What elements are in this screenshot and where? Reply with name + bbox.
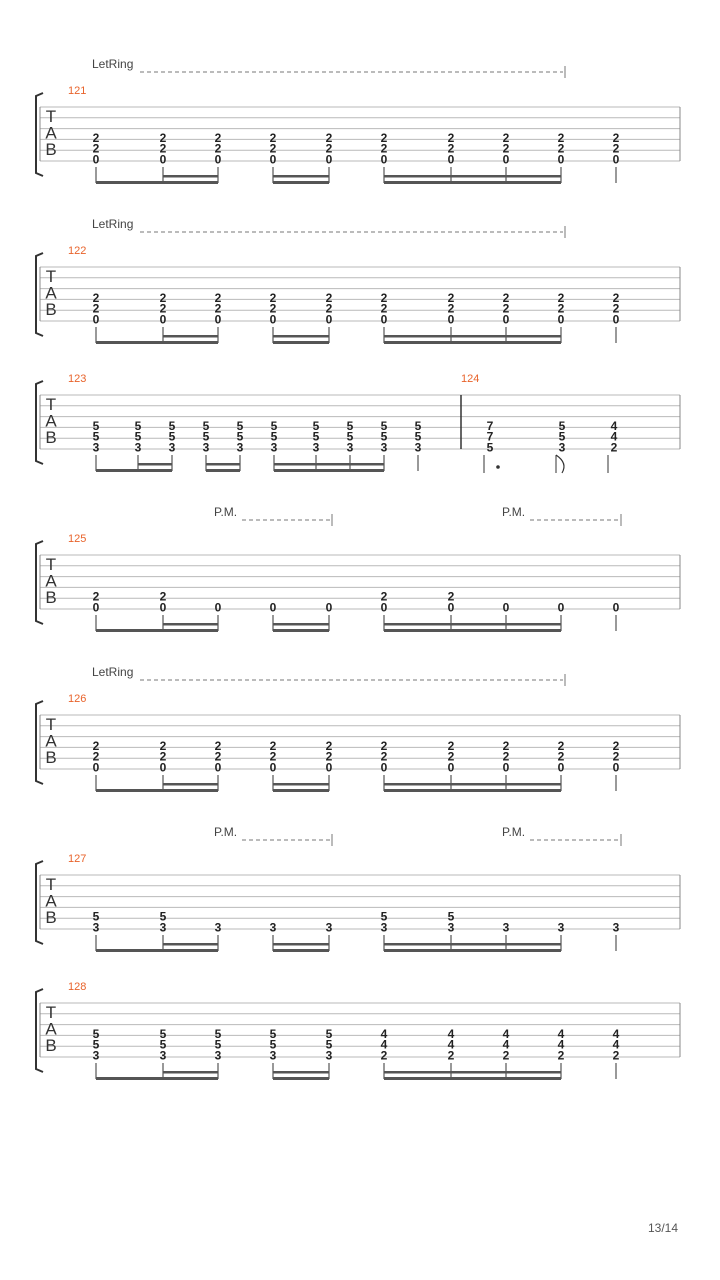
fret-number: 2 [380,301,388,316]
fret-number: 2 [325,290,333,305]
beam-secondary [274,463,384,466]
fret-number: 2 [447,301,455,316]
let-ring-label: LetRing [92,665,134,679]
beam-secondary [384,335,561,338]
beam-secondary [206,463,240,466]
fret-number: 2 [380,130,388,145]
fret-number: 5 [236,418,244,433]
fret-number: 2 [380,141,388,156]
beam-primary [96,1077,218,1080]
bar-number: 122 [68,245,87,257]
staff [36,253,680,336]
fret-number: 5 [447,909,455,924]
fret-number: 2 [214,738,222,753]
beam-secondary [163,943,218,946]
fret-number: 0 [325,152,333,167]
fret-number: 0 [269,760,277,775]
fret-number: 2 [557,738,565,753]
fret-number: 5 [312,418,320,433]
fret-number: 0 [159,600,167,615]
fret-number: 5 [159,909,167,924]
fret-number: 2 [92,749,100,764]
fret-number: 2 [269,738,277,753]
fret-number: 5 [269,1037,277,1052]
fret-number: 4 [557,1026,565,1041]
fret-number: 5 [270,429,278,444]
fret-number: 2 [214,749,222,764]
fret-number: 0 [380,152,388,167]
fret-number: 0 [502,152,510,167]
fret-number: 0 [447,152,455,167]
fret-number: 0 [159,152,167,167]
tab-clef-letter: T [45,107,57,126]
beam-secondary [384,943,561,946]
fret-number: 2 [92,290,100,305]
fret-number: 5 [325,1037,333,1052]
fret-number: 3 [214,1048,222,1063]
fret-number: 2 [557,141,565,156]
staff [36,861,680,944]
fret-number: 2 [214,130,222,145]
fret-number: 0 [380,312,388,327]
bar-number: 128 [68,981,87,993]
beam-primary [206,469,240,472]
fret-number: 2 [325,301,333,316]
tab-clef-letter: A [45,571,57,591]
fret-number: 3 [414,440,422,455]
dot-mark [496,465,500,469]
staff [36,701,680,784]
fret-number: 5 [202,418,210,433]
measure-122 [68,245,620,344]
fret-number: 3 [380,440,388,455]
fret-number: 3 [202,440,210,455]
fret-number: 4 [447,1026,455,1041]
fret-number: 0 [92,312,100,327]
fret-number: 3 [92,920,100,935]
beam-secondary [163,175,218,178]
fret-number: 2 [612,290,620,305]
fret-number: 2 [557,290,565,305]
fret-number: 4 [380,1037,388,1052]
fret-number: 3 [92,440,100,455]
beam-primary [273,789,329,792]
fret-number: 0 [214,152,222,167]
beam-secondary [138,463,172,466]
fret-number: 3 [134,440,142,455]
fret-number: 3 [447,920,455,935]
measure-125 [68,533,620,632]
fret-number: 2 [502,749,510,764]
fret-number: 2 [557,749,565,764]
fret-number: 5 [92,429,100,444]
beam-secondary [384,783,561,786]
fret-number: 2 [447,141,455,156]
tab-clef-letter: T [45,395,57,414]
fret-number: 2 [269,130,277,145]
fret-number: 0 [447,600,455,615]
beam-primary [96,789,218,792]
fret-number: 2 [325,749,333,764]
fret-number: 2 [557,1048,565,1063]
fret-number: 2 [92,738,100,753]
beam-secondary [273,1071,329,1074]
fret-number: 7 [486,418,494,433]
tab-clef-letter: A [45,1019,57,1039]
fret-number: 4 [447,1037,455,1052]
fret-number: 4 [612,1037,620,1052]
bar-number: 127 [68,853,87,865]
fret-number: 3 [380,920,388,935]
fret-number: 2 [214,290,222,305]
fret-number: 5 [269,1026,277,1041]
measure-121 [68,85,620,184]
beam-primary [273,1077,329,1080]
fret-number: 2 [92,301,100,316]
fret-number: 5 [414,429,422,444]
bar-number: 123 [68,373,87,385]
fret-number: 5 [92,909,100,924]
beam-primary [384,629,561,632]
tab-clef-letter: A [45,411,57,431]
fret-number: 4 [610,418,618,433]
staff [36,989,680,1072]
tab-clef-letter: B [45,428,57,447]
fret-number: 5 [168,429,176,444]
tab-clef-letter: B [45,588,57,607]
fret-number: 5 [159,1026,167,1041]
fret-number: 2 [447,130,455,145]
fret-number: 0 [502,600,510,615]
fret-number: 5 [92,1026,100,1041]
fret-number: 2 [612,141,620,156]
tab-clef-letter: B [45,140,57,159]
fret-number: 5 [325,1026,333,1041]
fret-number: 2 [502,141,510,156]
fret-number: 3 [159,1048,167,1063]
fret-number: 0 [159,312,167,327]
fret-number: 2 [612,1048,620,1063]
fret-number: 0 [557,600,565,615]
fret-number: 5 [134,418,142,433]
beam-primary [96,181,218,184]
fret-number: 2 [269,749,277,764]
beam-secondary [163,623,218,626]
fret-number: 2 [502,738,510,753]
palm-mute-label: P.M. [214,505,238,519]
measure-126 [68,693,620,792]
note-flag [556,455,564,473]
beam-secondary [163,1071,218,1074]
fret-number: 0 [269,312,277,327]
bar-number: 125 [68,533,87,545]
beam-secondary [384,1071,561,1074]
fret-number: 2 [325,141,333,156]
beam-primary [384,789,561,792]
fret-number: 2 [159,749,167,764]
fret-number: 2 [447,290,455,305]
fret-number: 2 [159,589,167,604]
beam-primary [384,1077,561,1080]
beam-secondary [273,175,329,178]
fret-number: 2 [159,290,167,305]
beam-primary [273,181,329,184]
fret-number: 4 [380,1026,388,1041]
fret-number: 5 [92,418,100,433]
fret-number: 3 [502,920,510,935]
fret-number: 0 [502,760,510,775]
fret-number: 3 [270,440,278,455]
let-ring-label: LetRing [92,57,134,71]
tab-clef-letter: T [45,267,57,286]
measure-128 [68,981,620,1080]
tab-clef-letter: T [45,715,57,734]
fret-number: 0 [380,760,388,775]
fret-number: 5 [380,909,388,924]
tab-clef-letter: B [45,908,57,927]
fret-number: 5 [380,429,388,444]
fret-number: 2 [612,749,620,764]
fret-number: 2 [380,290,388,305]
fret-number: 0 [612,152,620,167]
fret-number: 5 [168,418,176,433]
page-number: 13/14 [647,1221,678,1235]
fret-number: 3 [612,920,620,935]
tab-clef-letter: T [45,1003,57,1022]
fret-number: 2 [612,130,620,145]
fret-number: 2 [610,440,618,455]
fret-number: 2 [214,301,222,316]
fret-number: 2 [557,130,565,145]
beam-primary [273,629,329,632]
staff [36,541,680,624]
fret-number: 0 [325,312,333,327]
fret-number: 0 [557,760,565,775]
palm-mute-label: P.M. [502,825,526,839]
fret-number: 0 [269,600,277,615]
fret-number: 3 [312,440,320,455]
beam-secondary [384,175,561,178]
fret-number: 2 [380,738,388,753]
fret-number: 4 [502,1026,510,1041]
fret-number: 4 [610,429,618,444]
measure-124 [461,373,618,473]
beam-secondary [163,335,218,338]
fret-number: 5 [92,1037,100,1052]
fret-number: 2 [612,301,620,316]
fret-number: 5 [270,418,278,433]
beam-primary [384,181,561,184]
beam-secondary [384,623,561,626]
fret-number: 2 [380,1048,388,1063]
fret-number: 2 [502,130,510,145]
fret-number: 5 [312,429,320,444]
fret-number: 2 [214,141,222,156]
fret-number: 3 [325,1048,333,1063]
beam-primary [273,949,329,952]
fret-number: 3 [325,920,333,935]
fret-number: 5 [214,1026,222,1041]
fret-number: 2 [325,738,333,753]
beam-secondary [163,783,218,786]
fret-number: 2 [159,130,167,145]
fret-number: 2 [269,141,277,156]
fret-number: 0 [612,312,620,327]
fret-number: 0 [92,152,100,167]
beam-primary [274,469,384,472]
fret-number: 5 [380,418,388,433]
fret-number: 0 [92,760,100,775]
fret-number: 2 [502,1048,510,1063]
fret-number: 2 [269,290,277,305]
tab-clef-letter: T [45,555,57,574]
fret-number: 2 [380,589,388,604]
tab-clef-letter: B [45,748,57,767]
fret-number: 2 [447,1048,455,1063]
fret-number: 0 [447,312,455,327]
tab-clef-letter: A [45,891,57,911]
fret-number: 5 [202,429,210,444]
fret-number: 2 [502,290,510,305]
bar-number: 121 [68,85,87,97]
palm-mute-label: P.M. [502,505,526,519]
fret-number: 2 [159,141,167,156]
fret-number: 4 [612,1026,620,1041]
fret-number: 3 [558,440,566,455]
fret-number: 2 [159,738,167,753]
palm-mute-label: P.M. [214,825,238,839]
fret-number: 5 [134,429,142,444]
beam-primary [96,469,172,472]
fret-number: 2 [92,141,100,156]
fret-number: 3 [92,1048,100,1063]
fret-number: 2 [557,301,565,316]
staff [36,93,680,176]
bar-number: 124 [461,373,480,385]
fret-number: 3 [346,440,354,455]
beam-primary [96,949,218,952]
fret-number: 4 [557,1037,565,1052]
beam-secondary [273,335,329,338]
fret-number: 5 [346,429,354,444]
fret-number: 5 [159,1037,167,1052]
bar-number: 126 [68,693,87,705]
beam-primary [384,341,561,344]
tab-clef-letter: B [45,1036,57,1055]
fret-number: 0 [325,600,333,615]
fret-number: 3 [214,920,222,935]
fret-number: 0 [159,760,167,775]
beam-primary [273,341,329,344]
fret-number: 3 [168,440,176,455]
tab-clef-letter: A [45,731,57,751]
fret-number: 0 [447,760,455,775]
measure-123 [68,373,422,472]
fret-number: 3 [269,1048,277,1063]
fret-number: 4 [502,1037,510,1052]
beam-primary [96,341,218,344]
fret-number: 5 [346,418,354,433]
fret-number: 0 [557,152,565,167]
fret-number: 0 [214,312,222,327]
fret-number: 2 [502,301,510,316]
fret-number: 5 [236,429,244,444]
fret-number: 2 [92,130,100,145]
fret-number: 0 [269,152,277,167]
fret-number: 2 [269,301,277,316]
tab-clef-letter: A [45,283,57,303]
fret-number: 7 [486,429,494,444]
fret-number: 3 [557,920,565,935]
tab-clef-letter: B [45,300,57,319]
fret-number: 2 [325,130,333,145]
fret-number: 2 [612,738,620,753]
fret-number: 2 [380,749,388,764]
fret-number: 5 [486,440,494,455]
tab-clef-letter: T [45,875,57,894]
fret-number: 2 [447,589,455,604]
fret-number: 0 [502,312,510,327]
fret-number: 2 [159,301,167,316]
fret-number: 5 [558,429,566,444]
beam-secondary [273,783,329,786]
fret-number: 0 [92,600,100,615]
let-ring-label: LetRing [92,217,134,231]
fret-number: 0 [214,600,222,615]
measure-127 [68,853,620,952]
fret-number: 2 [92,589,100,604]
fret-number: 0 [214,760,222,775]
fret-number: 0 [557,312,565,327]
fret-number: 0 [612,600,620,615]
fret-number: 0 [612,760,620,775]
beam-secondary [273,623,329,626]
fret-number: 0 [380,600,388,615]
fret-number: 3 [269,920,277,935]
fret-number: 2 [447,738,455,753]
beam-primary [384,949,561,952]
beam-secondary [273,943,329,946]
tab-clef-letter: A [45,123,57,143]
fret-number: 3 [159,920,167,935]
fret-number: 5 [214,1037,222,1052]
fret-number: 0 [325,760,333,775]
fret-number: 3 [236,440,244,455]
beam-primary [96,629,218,632]
fret-number: 2 [447,749,455,764]
fret-number: 5 [558,418,566,433]
staff [36,381,680,464]
fret-number: 5 [414,418,422,433]
